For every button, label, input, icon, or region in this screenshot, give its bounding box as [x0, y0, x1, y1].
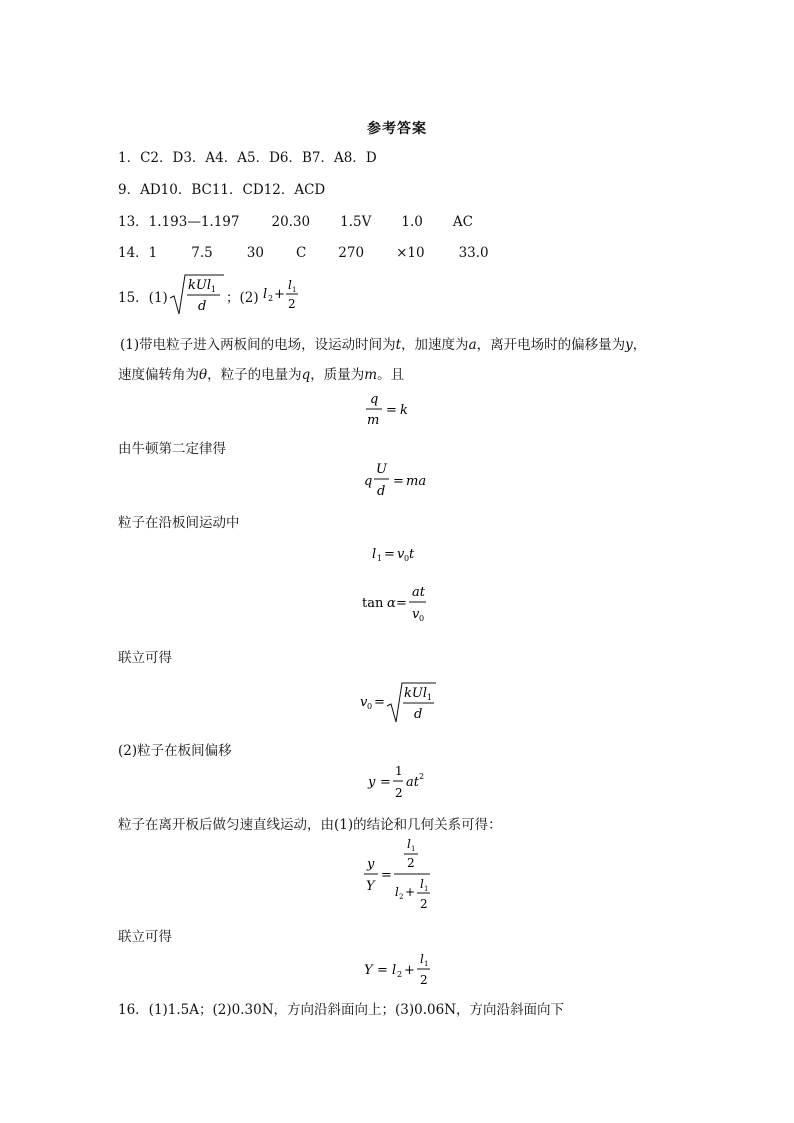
formula-Y [262, 272, 302, 318]
answer-13-item: 1.5V [340, 214, 372, 230]
answer-13-item: AC [452, 214, 473, 230]
svg-text:at: at [412, 585, 425, 600]
svg-text:=: = [384, 547, 395, 562]
svg-text:=: = [386, 403, 397, 418]
answer-14-item: 14．1 [118, 245, 158, 261]
formula-v0-sqrt [168, 272, 228, 318]
svg-text:v: v [360, 695, 368, 710]
answer-14-item: 7.5 [191, 245, 213, 261]
svg-text:m: m [367, 413, 380, 428]
svg-text:2: 2 [397, 970, 403, 979]
svg-text:Y: Y [366, 879, 375, 894]
answer-14-item: 30 [246, 245, 264, 261]
svg-text:kUl: kUl [188, 278, 211, 293]
svg-text:U: U [376, 462, 387, 477]
svg-text:Y: Y [364, 963, 373, 978]
svg-text:2: 2 [395, 786, 403, 800]
svg-text:l: l [395, 885, 399, 899]
svg-text:2: 2 [420, 973, 428, 987]
svg-text:1: 1 [424, 960, 429, 968]
svg-text:=: = [396, 596, 407, 611]
q15-paragraph-2: 速度偏转角为θ，粒子的电量为q，质量为m。且 [118, 367, 405, 383]
svg-text:v: v [397, 547, 405, 562]
svg-text:v: v [412, 607, 420, 622]
answer-15-label: 15．(1) [118, 290, 168, 306]
answer-15-separator: ；(2) [226, 290, 259, 306]
page-title: 参考答案 [367, 121, 427, 137]
svg-text:l: l [372, 547, 377, 562]
svg-text:=: = [377, 963, 388, 978]
svg-text:2: 2 [419, 772, 425, 781]
svg-text:t: t [409, 547, 415, 562]
formula-v0-result [358, 680, 438, 726]
q15-newton-text: 由牛顿第二定律得 [118, 441, 226, 457]
q15-combine-text-1: 联立可得 [118, 650, 172, 666]
svg-text:y: y [368, 775, 376, 790]
svg-text:0: 0 [419, 614, 425, 623]
svg-text:at: at [406, 775, 419, 790]
answer-13-item: 20.30 [271, 214, 311, 230]
answer-13-item: 13．1.193—1.197 [118, 214, 240, 230]
q15-part2-text: (2)粒子在板间偏移 [118, 743, 232, 759]
svg-text:y: y [367, 857, 375, 872]
svg-text:2: 2 [288, 297, 296, 311]
answer-14-item: ×10 [396, 245, 425, 261]
svg-text:=: = [381, 868, 392, 883]
answer-14-item: 270 [338, 245, 365, 261]
svg-text:1: 1 [424, 885, 429, 893]
formula-y [366, 762, 436, 804]
svg-text:d: d [414, 707, 423, 722]
svg-text:=: = [380, 775, 391, 790]
formula-q-over-m [364, 390, 424, 430]
svg-text:q: q [370, 392, 379, 407]
q15-combine-text-2: 联立可得 [118, 929, 172, 945]
svg-text:=: = [393, 474, 404, 489]
q15-motion-text: 粒子在沿板间运动中 [118, 515, 240, 531]
svg-text:0: 0 [367, 702, 373, 711]
svg-text:+: + [404, 963, 415, 978]
svg-text:k: k [400, 403, 408, 418]
answers-line-4 [118, 241, 489, 261]
svg-text:1: 1 [377, 554, 383, 563]
answers-line-2: 9．AD10．BC11．CD12．ACD [118, 182, 326, 198]
svg-text:2: 2 [399, 893, 404, 901]
formula-tan [360, 583, 440, 625]
answer-14-item: C [295, 245, 307, 261]
answer-15-header [118, 286, 168, 306]
svg-text:l: l [392, 963, 397, 978]
svg-text:l: l [420, 952, 424, 966]
svg-text:l: l [263, 287, 268, 302]
svg-text:d: d [377, 484, 386, 499]
svg-text:l: l [288, 278, 292, 292]
svg-text:0: 0 [404, 554, 410, 563]
formula-ratio [362, 836, 442, 916]
svg-text:l: l [407, 837, 411, 851]
formula-Y-result [362, 950, 442, 992]
svg-text:1: 1 [292, 286, 297, 294]
q15-paragraph-1: (1)带电粒子进入两板间的电场，设运动时间为t，加速度为a，离开电场时的偏移量为y， [120, 337, 647, 353]
svg-text:tan: tan [362, 596, 384, 611]
svg-text:+: + [274, 287, 285, 302]
svg-text:1: 1 [411, 845, 416, 853]
svg-text:1: 1 [427, 693, 433, 702]
svg-text:d: d [198, 299, 207, 314]
svg-text:1: 1 [395, 764, 403, 778]
svg-text:α: α [387, 596, 396, 611]
answer-16-text: 16．(1)1.5A；(2)0.30N，方向沿斜面向上；(3)0.06N，方向沿斜面向下 [118, 1002, 565, 1018]
svg-text:+: + [405, 885, 416, 899]
formula-l1 [370, 542, 430, 566]
answers-line-1: 1．C2．D3．A4．A5．D6．B7．A8．D [118, 150, 377, 166]
formula-newton [362, 460, 432, 502]
svg-text:ma: ma [406, 474, 427, 489]
svg-text:l: l [420, 877, 424, 891]
svg-text:q: q [364, 474, 373, 489]
svg-text:=: = [374, 695, 385, 710]
svg-text:kUl: kUl [404, 686, 427, 701]
svg-text:1: 1 [211, 285, 217, 294]
answer-13-item: 1.0 [401, 214, 423, 230]
q15-after-text: 粒子在离开板后做匀速直线运动，由(1)的结论和几何关系可得： [118, 817, 502, 833]
svg-text:2: 2 [268, 294, 274, 303]
svg-text:2: 2 [420, 897, 428, 911]
svg-text:2: 2 [407, 856, 415, 870]
answers-line-3 [118, 210, 473, 230]
answer-14-item: 33.0 [458, 245, 489, 261]
